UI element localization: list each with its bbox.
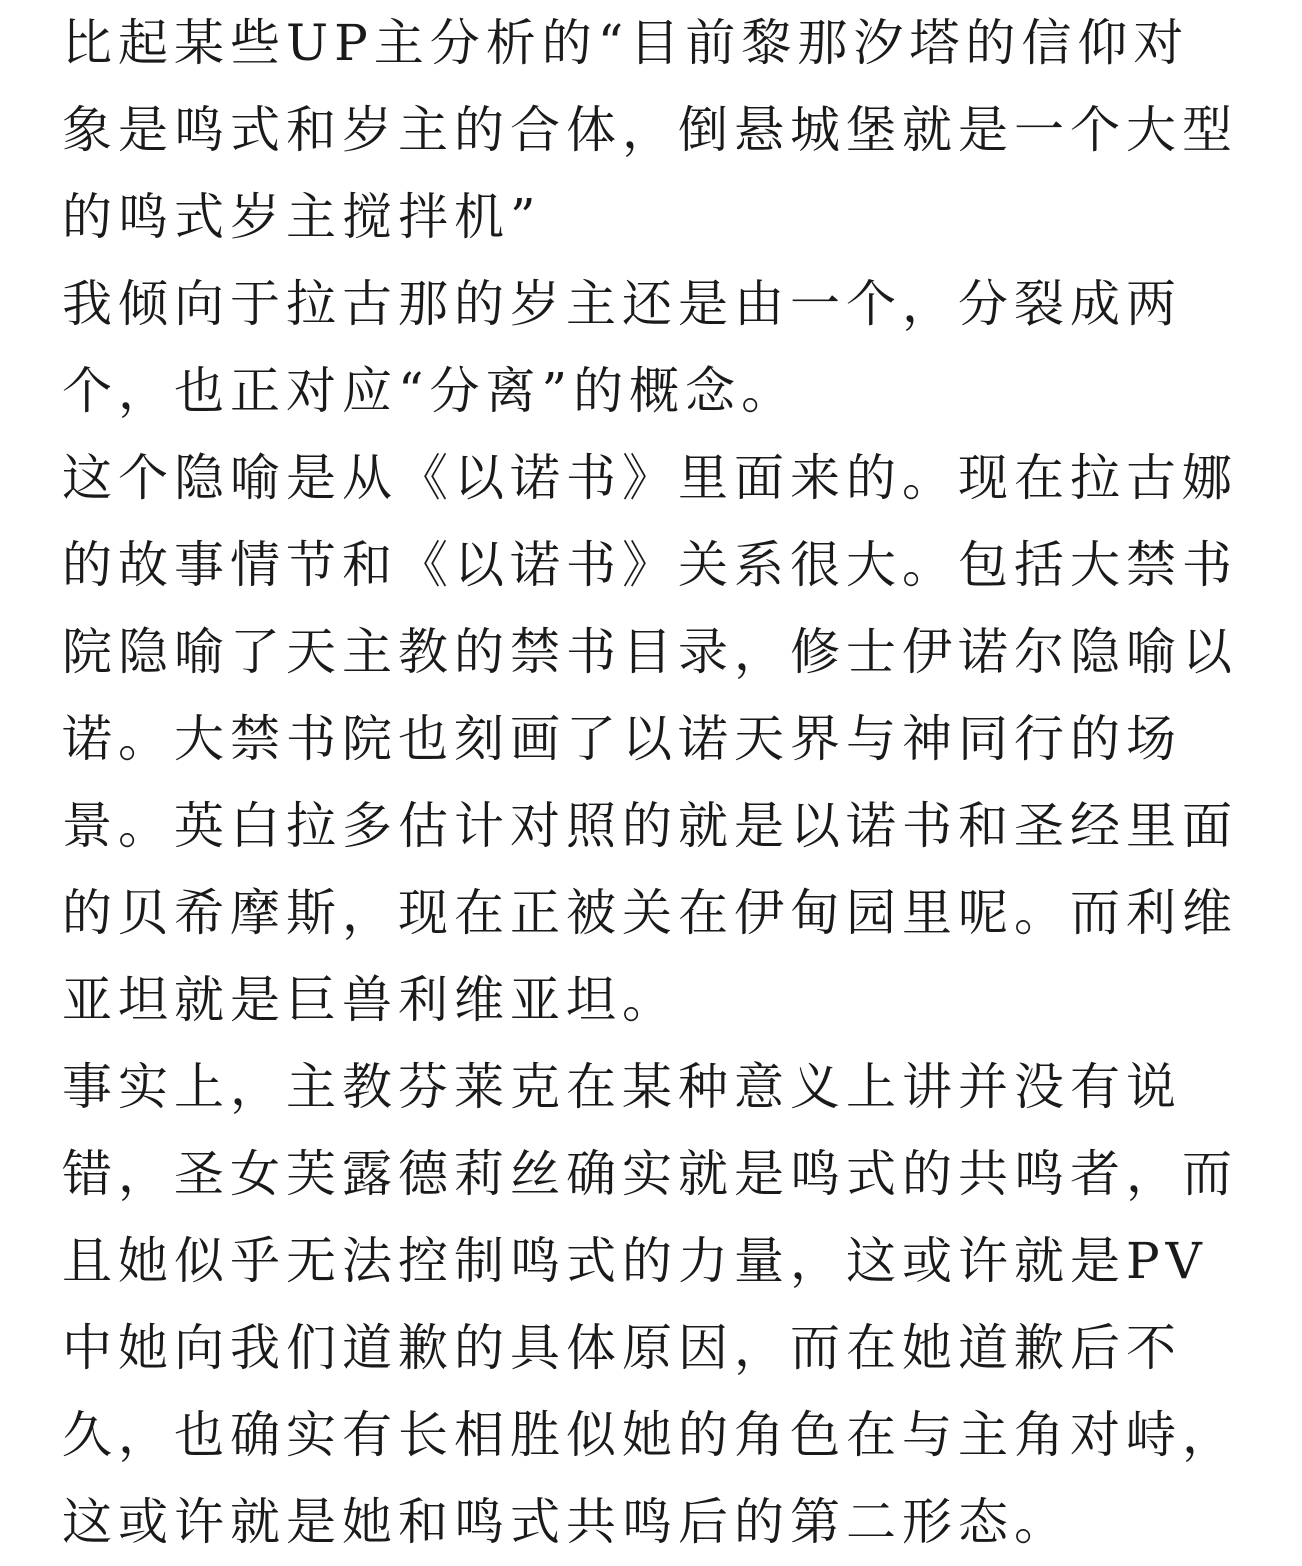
text-line: 亚坦就是巨兽利维亚坦。	[62, 971, 678, 1029]
article-body	[62, 0, 1242, 1560]
text-line: 院隐喻了天主教的禁书目录，修士伊诺尔隐喻以	[62, 623, 1238, 681]
text-line: 中她向我们道歉的具体原因，而在她道歉后不	[62, 1319, 1182, 1377]
text-line: 景。英白拉多估计对照的就是以诺书和圣经里面	[62, 797, 1238, 855]
text-line: 我倾向于拉古那的岁主还是由一个，分裂成两	[62, 275, 1182, 333]
text-line: 的贝希摩斯，现在正被关在伊甸园里呢。而利维	[62, 884, 1238, 942]
text-line: 且她似乎无法控制鸣式的力量，这或许就是PV	[62, 1232, 1208, 1290]
text-line: 象是鸣式和岁主的合体，倒悬城堡就是一个大型	[62, 101, 1238, 159]
text-line: 事实上，主教芬莱克在某种意义上讲并没有说	[62, 1058, 1182, 1116]
text-line: 个，也正对应“分离”的概念。	[62, 362, 798, 420]
text-line: 错，圣女芙露德莉丝确实就是鸣式的共鸣者，而	[62, 1145, 1238, 1203]
text-line: 这个隐喻是从《以诺书》里面来的。现在拉古娜	[62, 449, 1238, 507]
text-line: 的鸣式岁主搅拌机”	[62, 188, 542, 246]
text-line: 这或许就是她和鸣式共鸣后的第二形态。	[62, 1493, 1070, 1551]
text-line: 久，也确实有长相胜似她的角色在与主角对峙，	[62, 1406, 1238, 1464]
text-line: 的故事情节和《以诺书》关系很大。包括大禁书	[62, 536, 1238, 594]
text-line: 诺。大禁书院也刻画了以诺天界与神同行的场	[62, 710, 1182, 768]
text-line: 比起某些UP主分析的“目前黎那汐塔的信仰对	[62, 14, 1190, 72]
